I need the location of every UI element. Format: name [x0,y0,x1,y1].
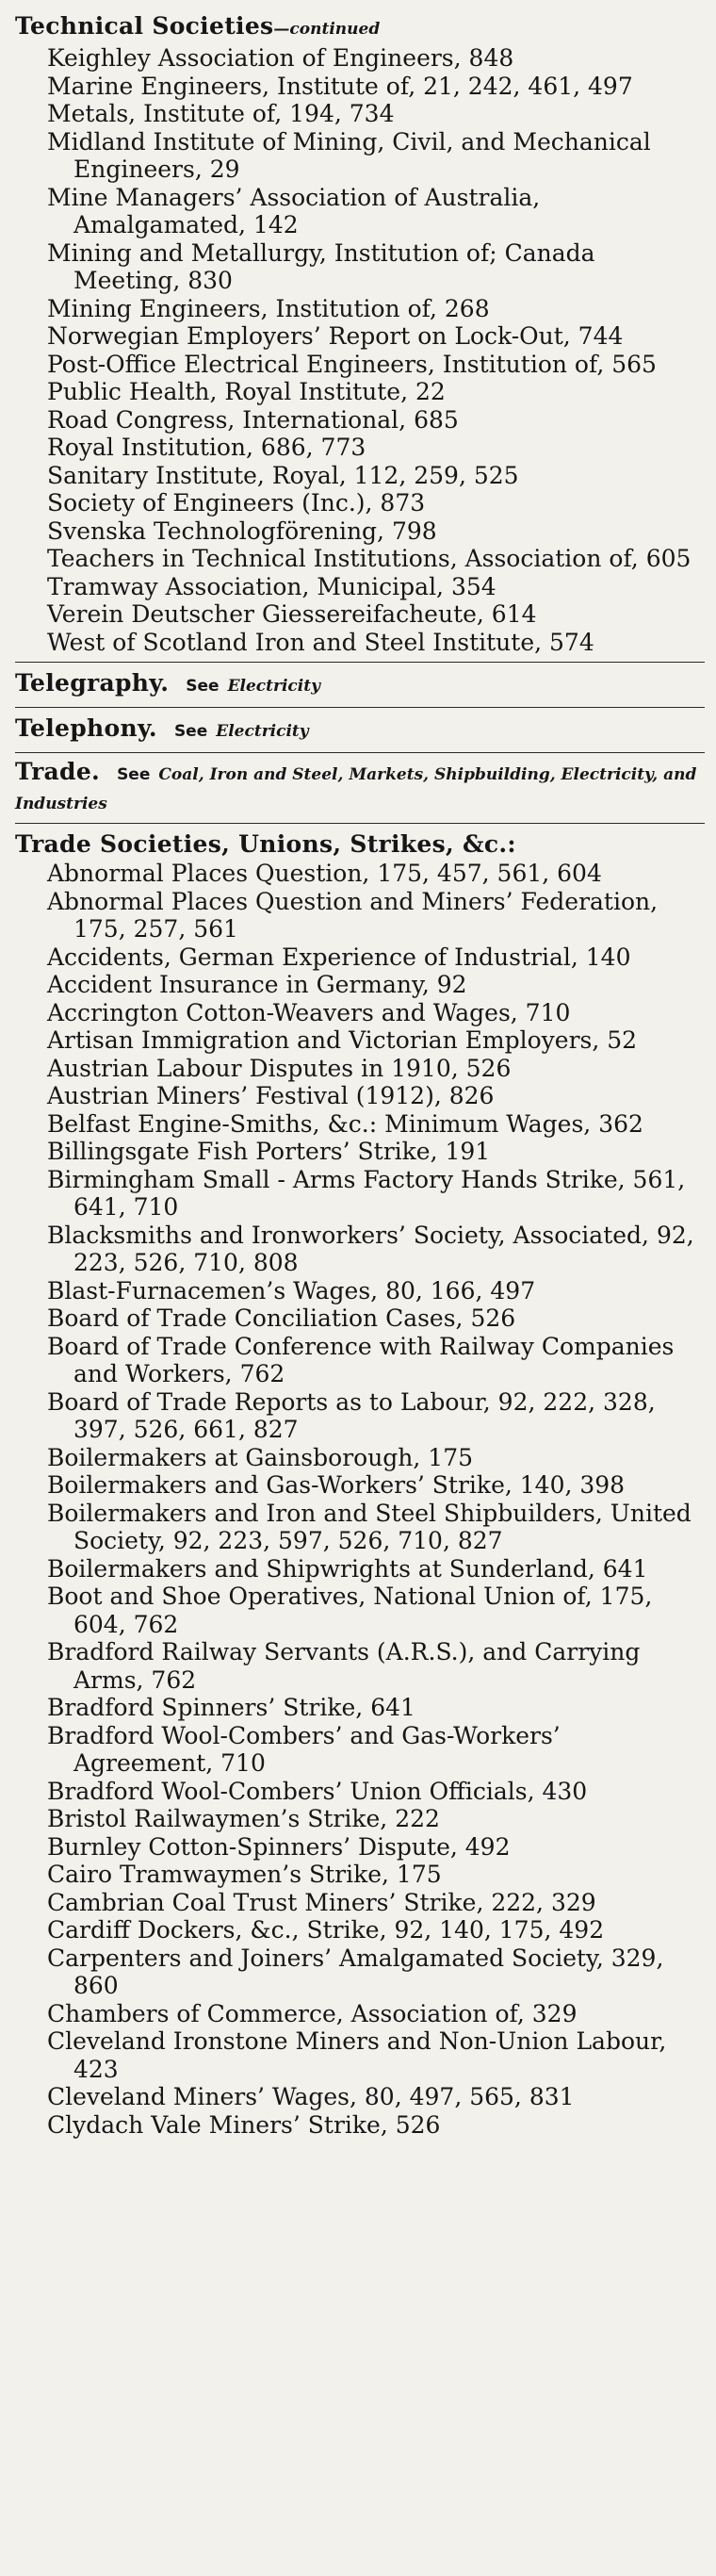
heading-continued: —continued [273,20,381,39]
index-entry: Board of Trade Conference with Railway Companies and Workers, 762 [47,1332,675,1387]
index-entry: Cambrian Coal Trust Miners’ Strike, 222, 329 [47,1888,596,1916]
index-entry: Chambers of Commerce, Association of, 329 [47,1999,578,2027]
see-reference: Coal, Iron and Steel, Markets, Shipbuilding, Electricity, and Industries [15,765,697,813]
index-entry: Boilermakers at Gainsborough, 175 [47,1443,474,1471]
index-entry: Cairo Tramwaymen’s Strike, 175 [47,1861,442,1888]
index-entry: Tramway Association, Municipal, 354 [47,572,496,600]
index-entry: Austrian Miners’ Festival (1912), 826 [47,1082,495,1109]
index-entry: Accidents, German Experience of Industrial, 140 [47,943,631,971]
index-entry: Marine Engineers, Institute of, 21, 242, 461, 497 [47,72,633,100]
index-entry: Post-Office Electrical Engineers, Institution of, 565 [47,350,657,378]
index-entry: Accrington Cotton-Weavers and Wages, 710 [47,998,571,1026]
index-entry: Abnormal Places Question and Miners’ Federation, 175, 257, 561 [47,887,659,943]
section-heading [15,11,705,44]
index-entry: Blast-Furnacemen’s Wages, 80, 166, 497 [47,1276,536,1304]
index-entry: West of Scotland Iron and Steel Institute, 574 [47,628,594,656]
entry-list [15,860,705,2139]
section-technical-societies [15,11,705,656]
index-entry: Belfast Engine-Smiths, &c.: Minimum Wages, 362 [47,1109,643,1138]
section-heading [15,829,705,860]
heading-title: Trade Societies, Unions, Strikes, &c.: [15,830,516,858]
index-entry: Boot and Shoe Operatives, National Union of, 175, 604, 762 [47,1583,653,1638]
index-entry: Bristol Railwaymen’s Strike, 222 [47,1805,440,1832]
heading-title: Technical Societies [15,12,274,40]
index-entry: Boilermakers and Iron and Steel Shipbuilders, United Society, 92, 223, 597, 526, 710, 827 [47,1499,692,1554]
index-entry: Artisan Immigration and Victorian Employers, 52 [47,1026,638,1054]
section-divider [15,752,705,753]
entry-list [15,44,705,656]
index-entry: Sanitary Institute, Royal, 112, 259, 525 [47,461,519,489]
section-heading [15,759,705,817]
index-entry: Midland Institute of Mining, Civil, and Mechanical Engineers, 29 [47,127,651,183]
section-heading [15,668,705,701]
see-label: See [186,677,220,696]
index-entry: Billingsgate Fish Porters’ Strike, 191 [47,1138,491,1165]
index-entry: Keighley Association of Engineers, 848 [47,44,514,72]
index-entry: Clydach Vale Miners’ Strike, 526 [47,2110,441,2139]
section-divider [15,662,705,663]
index-entry: Verein Deutscher Giessereifacheute, 614 [47,600,537,628]
heading-title: Telephony. [15,714,157,742]
index-entry: Cleveland Ironstone Miners and Non-Union Labour, 423 [47,2027,667,2083]
index-entry: Bradford Spinners’ Strike, 641 [47,1694,415,1721]
index-entry: Mining and Metallurgy, Institution of; Canada Meeting, 830 [47,238,595,294]
index-entry: Society of Engineers (Inc.), 873 [47,489,426,517]
index-entry: Carpenters and Joiners’ Amalgamated Society, 329, 860 [47,1944,664,1999]
section-trade [15,759,705,817]
see-reference: Electricity [216,722,309,741]
index-entry: Blacksmiths and Ironworkers’ Society, Associated, 92, 223, 526, 710, 808 [47,1221,694,1276]
see-label: See [117,765,151,784]
index-entry: Boilermakers and Gas-Workers’ Strike, 140, 398 [47,1471,626,1499]
index-entry: Road Congress, International, 685 [47,405,459,434]
section-trade-societies [15,829,705,2139]
index-entry: Cardiff Dockers, &c., Strike, 92, 140, 175, 492 [47,1916,605,1944]
see-label: See [173,722,208,741]
index-entry: Boilermakers and Shipwrights at Sunderland, 641 [47,1554,648,1583]
section-divider [15,823,705,824]
section-divider [15,707,705,708]
see-reference: Electricity [227,677,320,696]
index-entry: Birmingham Small - Arms Factory Hands Strike, 561, 641, 710 [47,1165,686,1221]
index-entry: Bradford Wool-Combers’ Union Officials, 430 [47,1777,588,1805]
section-heading [15,714,705,747]
section-telegraphy [15,668,705,701]
index-entry: Board of Trade Conciliation Cases, 526 [47,1304,516,1332]
index-entry: Mine Managers’ Association of Australia, Amalgamated, 142 [47,183,541,238]
index-entry: Board of Trade Reports as to Labour, 92, 222, 328, 397, 526, 661, 827 [47,1387,656,1443]
index-entry: Bradford Wool-Combers’ and Gas-Workers’ Agreement, 710 [47,1721,561,1777]
index-entry: Cleveland Miners’ Wages, 80, 497, 565, 831 [47,2083,575,2110]
index-entry: Bradford Railway Servants (A.R.S.), and Carrying Arms, 762 [47,1638,641,1694]
index-entry: Svenska Technologförening, 798 [47,517,437,545]
index-entry: Accident Insurance in Germany, 92 [47,971,467,998]
heading-title: Telegraphy. [15,669,170,697]
index-entry: Public Health, Royal Institute, 22 [47,378,446,405]
index-entry: Burnley Cotton-Spinners’ Dispute, 492 [47,1832,511,1861]
section-telephony [15,714,705,747]
index-entry: Norwegian Employers’ Report on Lock-Out, 744 [47,322,624,350]
index-entry: Teachers in Technical Institutions, Association of, 605 [47,545,692,572]
index-entry: Mining Engineers, Institution of, 268 [47,294,490,322]
index-entry: Royal Institution, 686, 773 [47,434,366,461]
heading-title: Trade. [15,758,101,785]
index-entry: Austrian Labour Disputes in 1910, 526 [47,1054,512,1082]
index-entry: Abnormal Places Question, 175, 457, 561, 604 [47,860,602,887]
index-entry: Metals, Institute of, 194, 734 [47,100,395,127]
